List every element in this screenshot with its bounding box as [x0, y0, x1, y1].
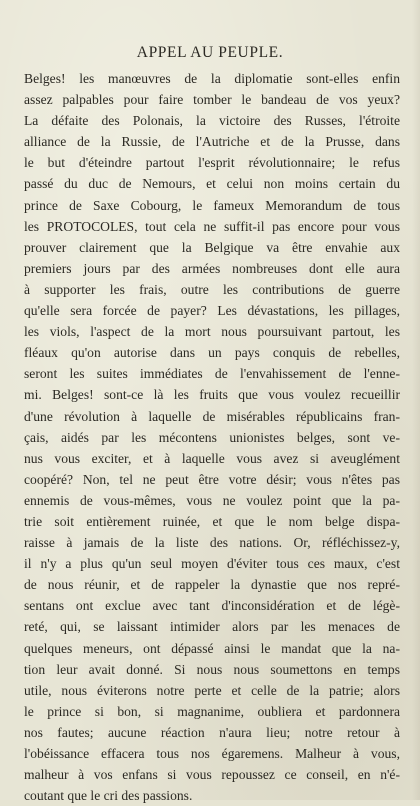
text-line: sentans ont exclue avec tant d'inconsidération et de légè- — [24, 598, 400, 614]
text-line: les viols, l'aspect de la mort nous poursuivant partout, les — [24, 324, 400, 340]
text-line: les PROTOCOLES, tout cela ne suffit-il pas encore pour vous — [24, 218, 400, 234]
text-line: tion leur avait donné. Si nous nous soumettons en temps — [24, 661, 400, 677]
text-line: utile, nous éviterons notre perte et celle de la patrie; alors — [24, 682, 400, 698]
text-line: mi. Belges! sont-ce là les fruits que vous voulez recueillir — [24, 387, 400, 403]
text-line: il n'y a plus qu'un seul moyen d'éviter tous ces maux, c'est — [24, 556, 400, 572]
page-title: APPEL AU PEUPLE. — [136, 44, 284, 61]
text-line: qu'elle sera forcée de payer? Les dévastations, les pillages, — [24, 303, 400, 319]
text-line: premiers jours par des armées nombreuses dont elle aura — [24, 260, 400, 276]
text-line: trie soit entièrement ruinée, et que le nom belge dispa- — [24, 513, 400, 529]
text-line: Belges! les manœuvres de la diplomatie sont-elles enfin — [24, 71, 400, 86]
text-line: le but d'éteindre partout l'esprit révolutionnaire; le refus — [24, 155, 400, 171]
text-line: prouver clairement que la Belgique va être envahie aux — [24, 239, 400, 255]
text-line: alliance de la Russie, de l'Autriche et de la Prusse, dans — [24, 134, 400, 150]
text-line: passé du duc de Nemours, et celui non moins certain du — [24, 176, 400, 192]
text-line: fléaux qu'on autorise dans un pays conquis de rebelles, — [24, 345, 400, 361]
text-line: quelques meneurs, ont dépassé ainsi le mandat que la na- — [24, 640, 400, 656]
text-line: çais, aidés par les mécontens unionistes belges, sont ve- — [24, 429, 400, 445]
text-line: reté, qui, se laissant intimider alors par les menaces de — [24, 619, 400, 635]
text-line: prince de Saxe Cobourg, le fameux Memorandum de tous — [24, 197, 400, 213]
text-line: malheur à vos enfans si vous repoussez ce conseil, en n'é- — [24, 767, 400, 783]
text-line: à supporter les frais, outre les contributions de guerre — [24, 281, 400, 297]
text-line: d'une révolution à laquelle de misérables républicains fran- — [24, 408, 400, 424]
text-line: raisse à jamais de la liste des nations. Or, réfléchissez-y, — [24, 535, 400, 551]
text-line: ennemis de vous-mêmes, vous ne voulez point que la pa- — [24, 492, 400, 508]
page-edge-shading — [412, 0, 420, 800]
text-line: assez palpables pour faire tomber le bandeau de vos yeux? — [24, 92, 400, 108]
body-text — [24, 68, 400, 806]
text-line: seront les suites immédiates de l'envahissement de l'enne- — [24, 366, 400, 382]
text-line: l'obéissance effacera tous nos égaremens. Malheur à vous, — [24, 746, 400, 761]
text-line: coutant que le cri des passions. — [24, 788, 193, 804]
text-line: le prince si bon, si magnanime, oubliera et pardonnera — [24, 703, 400, 719]
text-line: de nous réunir, et de rappeler la dynastie que nos repré- — [24, 577, 400, 593]
text-line: coopéré? Non, tel ne peut être votre désir; vous n'êtes pas — [24, 471, 400, 487]
text-line: La défaite des Polonais, la victoire des Russes, l'étroite — [24, 113, 400, 129]
text-line: nus vous exciter, et à laquelle vous avez si aveuglément — [24, 450, 400, 466]
text-line: nos fautes; aucune réaction n'aura lieu; notre retour à — [24, 724, 400, 740]
title-rule — [110, 62, 310, 63]
